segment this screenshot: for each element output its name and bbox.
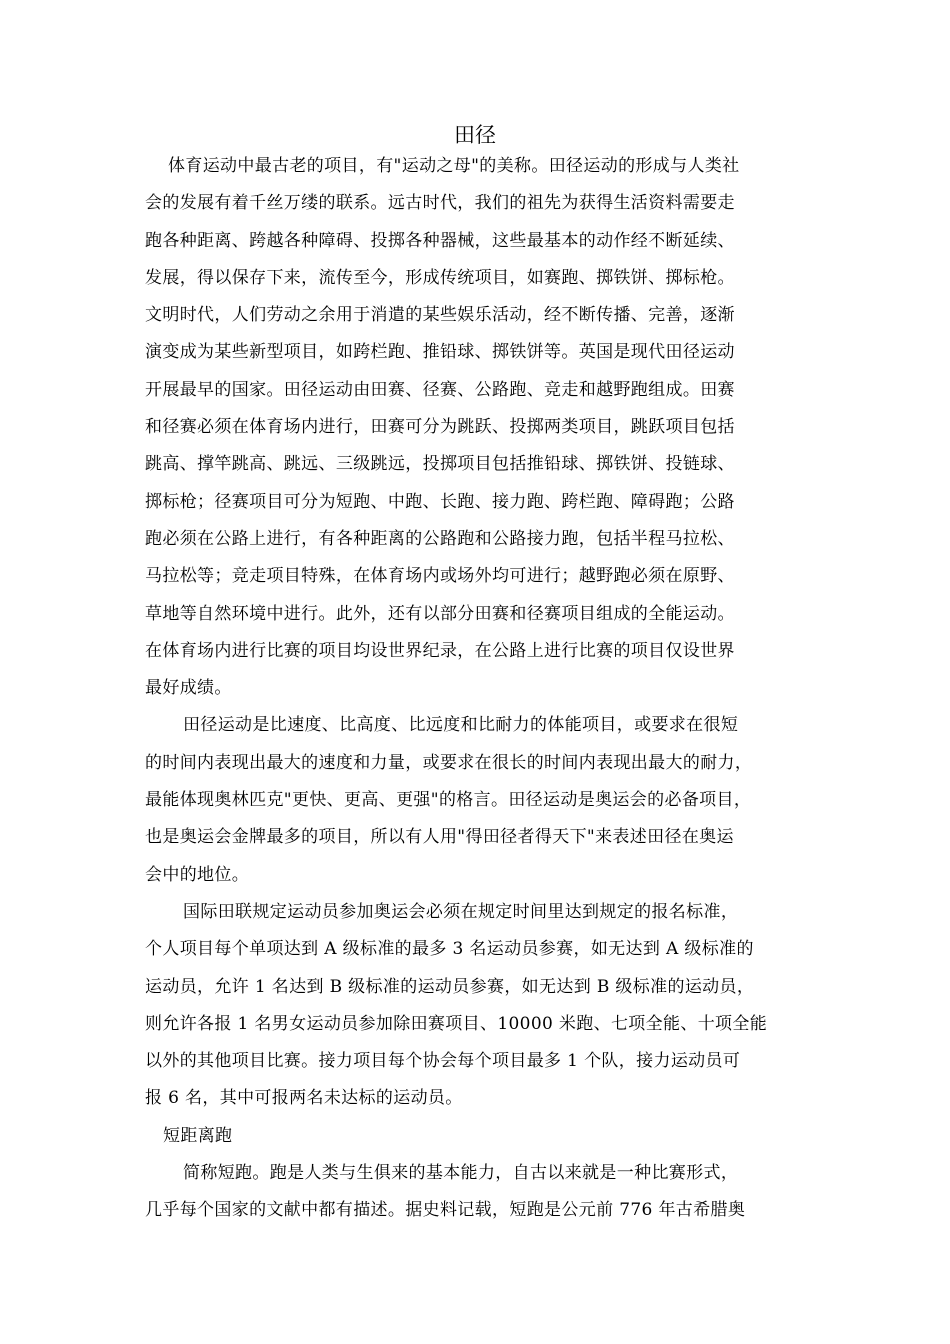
text-line: 简称短跑。跑是人类与生俱来的基本能力，自古以来就是一种比赛形式， (183, 1163, 739, 1184)
text-line: 马拉松等；竞走项目特殊，在体育场内或场外均可进行；越野跑必须在原野、 (145, 566, 735, 587)
text-line: 几乎每个国家的文献中都有描述。据史料记载，短跑是公元前 776 年古希腊奥 (145, 1200, 746, 1221)
text-line: 田径运动是比速度、比高度、比远度和比耐力的体能项目，或要求在很短 (183, 715, 739, 736)
text-line: 运动员，允许 1 名达到 B 级标准的运动员参赛，如无达到 B 级标准的运动员， (145, 976, 755, 997)
text-line: 在体育场内进行比赛的项目均设世界纪录，在公路上进行比赛的项目仅设世界 (145, 640, 735, 661)
text-line: 会的发展有着千丝万缕的联系。远古时代，我们的祖先为获得生活资料需要走 (145, 193, 735, 214)
document-body (145, 148, 810, 1230)
text-line: 和径赛必须在体育场内进行，田赛可分为跳跃、投掷两类项目，跳跃项目包括 (145, 417, 735, 438)
text-line: 发展，得以保存下来，流传至今，形成传统项目，如赛跑、掷铁饼、掷标枪。 (145, 267, 735, 288)
text-line: 跑各种距离、跨越各种障碍、投掷各种器械，这些最基本的动作经不断延续、 (145, 230, 735, 251)
text-line: 则允许各报 1 名男女运动员参加除田赛项目、10000 米跑、七项全能、十项全能 (145, 1013, 768, 1034)
text-line: 的时间内表现出最大的速度和力量，或要求在很长的时间内表现出最大的耐力， (145, 752, 753, 773)
document-title: 田径 (454, 123, 496, 147)
section-heading: 短距离跑 (163, 1125, 233, 1146)
text-line: 报 6 名，其中可报两名未达标的运动员。 (145, 1088, 463, 1109)
text-line: 草地等自然环境中进行。此外，还有以部分田赛和径赛项目组成的全能运动。 (145, 603, 735, 624)
text-line: 掷标枪；径赛项目可分为短跑、中跑、长跑、接力跑、跨栏跑、障碍跑；公路 (145, 491, 735, 512)
text-line: 文明时代，人们劳动之余用于消遣的某些娱乐活动，经不断传播、完善，逐渐 (145, 305, 735, 326)
text-line: 开展最早的国家。田径运动由田赛、径赛、公路跑、竞走和越野跑组成。田赛 (145, 379, 735, 400)
text-line: 国际田联规定运动员参加奥运会必须在规定时间里达到规定的报名标准， (183, 901, 739, 922)
text-line: 体育运动中最古老的项目，有"运动之母"的美称。田径运动的形成与人类社 (168, 156, 740, 176)
text-line: 以外的其他项目比赛。接力项目每个协会每个项目最多 1 个队，接力运动员可 (145, 1051, 741, 1072)
text-line: 会中的地位。 (145, 864, 250, 885)
text-line: 跳高、撑竿跳高、跳远、三级跳远，投掷项目包括推铅球、掷铁饼、投链球、 (145, 454, 735, 475)
text-line: 跑必须在公路上进行，有各种距离的公路跑和公路接力跑，包括半程马拉松、 (145, 528, 735, 549)
text-line: 最好成绩。 (145, 678, 232, 699)
text-line: 演变成为某些新型项目，如跨栏跑、推铅球、掷铁饼等。英国是现代田径运动 (145, 342, 735, 363)
text-line: 也是奥运会金牌最多的项目，所以有人用"得田径者得天下"来表述田径在奥运 (145, 827, 734, 848)
text-line: 最能体现奥林匹克"更快、更高、更强"的格言。田径运动是奥运会的必备项目， (145, 790, 752, 811)
text-line: 个人项目每个单项达到 A 级标准的最多 3 名运动员参赛，如无达到 A 级标准的 (145, 939, 754, 960)
